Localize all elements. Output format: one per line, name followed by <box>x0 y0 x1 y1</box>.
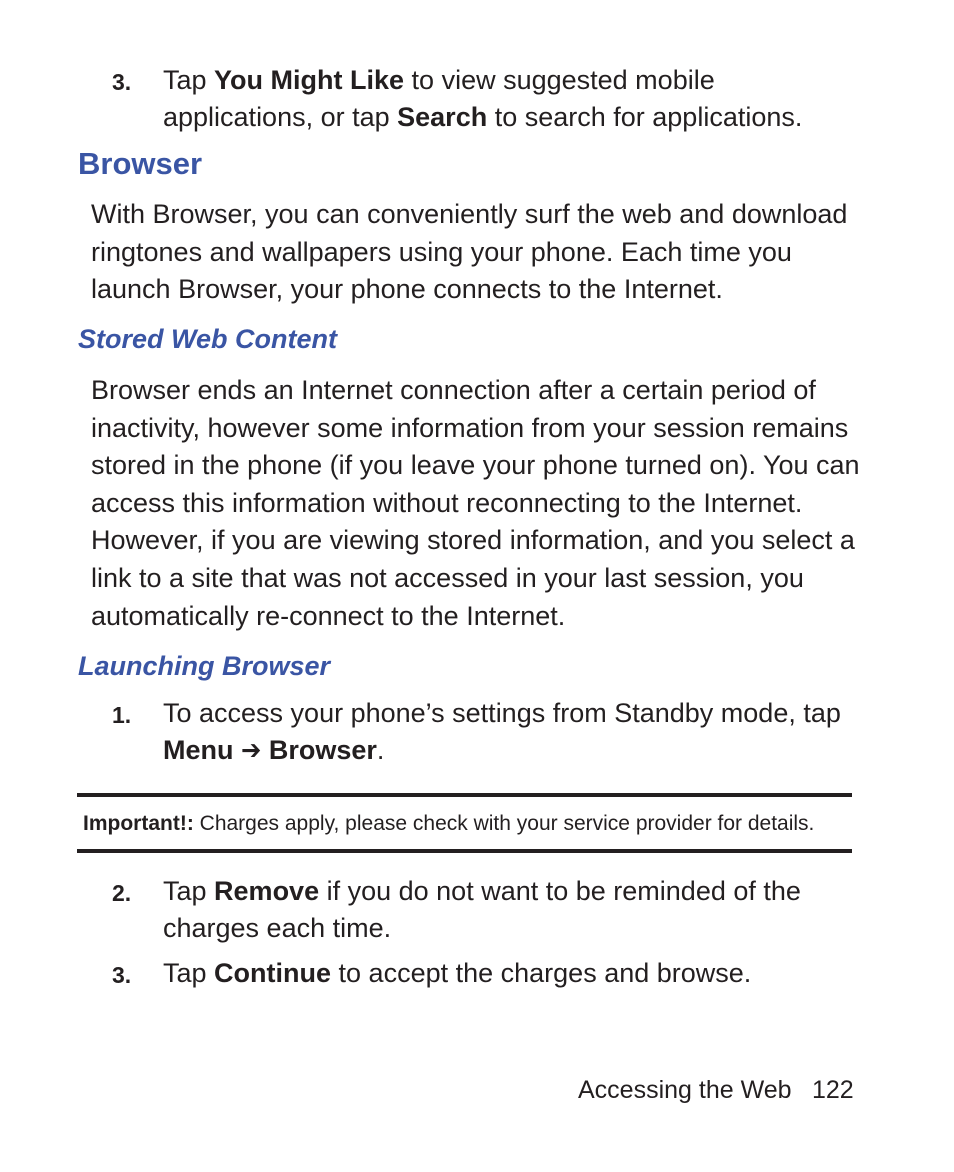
step-1 <box>112 695 872 769</box>
you-might-like-label: You Might Like <box>214 65 405 95</box>
step-text: To access your phone’s settings from Standby mode, tap Menu ➔ Browser. <box>163 698 841 765</box>
important-label: Important!: <box>83 812 194 835</box>
step-number: 1. <box>112 702 132 728</box>
step-text: Tap Continue to accept the charges and browse. <box>163 958 752 988</box>
step-3-top <box>112 62 872 136</box>
browser-heading: Browser <box>78 146 203 181</box>
step-2 <box>112 873 872 947</box>
step-number: 3. <box>112 69 132 95</box>
stored-web-content-paragraph: Browser ends an Internet connection after a certain period of inactivity, however some information from your session remains stored in the phone (if you leave your phone turned on). You can access this information without reconnecting to the Internet. However, if you are viewing stored information, and you select a link to a site that was not accessed in your last session, you automatically re-connect to the Internet. <box>91 375 860 631</box>
important-text: Charges apply, please check with your service provider for details. <box>193 812 815 835</box>
footer-page-number: 122 <box>812 1076 854 1104</box>
important-note <box>83 810 853 838</box>
remove-label: Remove <box>214 876 320 906</box>
step-text: Tap You Might Like to view suggested mobile applications, or tap Search to search for applications. <box>163 65 803 132</box>
browser-paragraph: With Browser, you can conveniently surf the web and download ringtones and wallpapers using your phone. Each time you launch Browser, your phone connects to the Internet. <box>91 199 848 305</box>
step-text: Tap Remove if you do not want to be reminded of the charges each time. <box>163 876 801 943</box>
important-bottom-rule <box>77 849 852 853</box>
important-top-rule <box>77 793 852 797</box>
menu-browser-path: Menu ➔ Browser <box>163 735 377 765</box>
continue-label: Continue <box>214 958 332 988</box>
step-number: 2. <box>112 880 132 906</box>
search-label: Search <box>397 102 488 132</box>
footer-section-title: Accessing the Web <box>578 1076 792 1104</box>
step-number: 3. <box>112 962 132 988</box>
launching-browser-heading: Launching Browser <box>78 651 331 681</box>
step-3 <box>112 955 872 992</box>
stored-web-content-heading: Stored Web Content <box>78 324 337 354</box>
